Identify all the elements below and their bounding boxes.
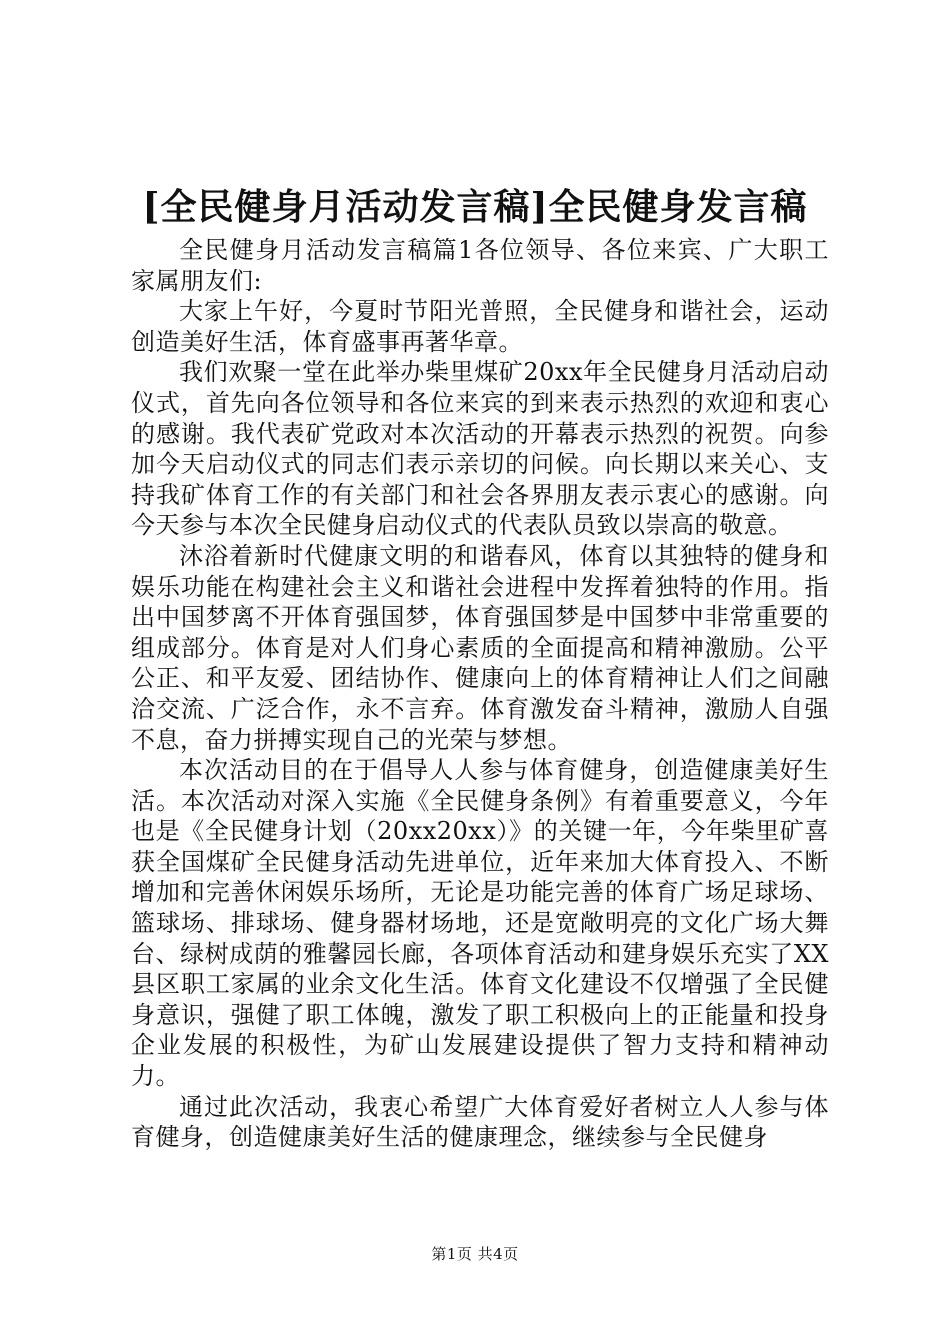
paragraph-3: 我们欢聚一堂在此举办柴里煤矿20xx年全民健身月活动启动仪式，首先向各位领导和各位来宾的到来表示热烈的欢迎和衷心的感谢。我代表矿党政对本次活动的开幕表示热烈的祝贺。向参加今天启动仪式的同志们表示亲切的问候。向长期以来关心、支持我矿体育工作的有关部门和社会各界朋友表示衷心的感谢。向今天参与本次全民健身启动仪式的代表队员致以崇高的敬意。 — [131, 358, 829, 540]
paragraph-5: 本次活动目的在于倡导人人参与体育健身，创造健康美好生活。本次活动对深入实施《全民健身条例》有着重要意义，今年也是《全民健身计划（20xx20xx）》的关键一年，今年柴里矿喜获全国煤矿全民健身活动先进单位，近年来加大体育投入、不断增加和完善休闲娱乐场所，无论是功能完善的体育广场足球场、篮球场、排球场、健身器材场地，还是宽敞明亮的文化广场大舞台、绿树成荫的雅馨园长廊，各项体育活动和建身娱乐充实了XX县区职工家属的业余文化生活。体育文化建设不仅增强了全民健身意识，强健了职工体魄，激发了职工积极向上的正能量和投身企业发展的积极性，为矿山发展建设提供了智力支持和精神动力。 — [131, 756, 829, 1091]
page-number-footer: 第1页 共4页 — [431, 1245, 519, 1263]
document-title: [全民健身月活动发言稿]全民健身发言稿 — [142, 186, 808, 228]
paragraph-2: 大家上午好，今夏时节阳光普照，全民健身和谐社会，运动创造美好生活，体育盛事再著华章。 — [131, 297, 829, 356]
paragraph-1: 全民健身月活动发言稿篇1各位领导、各位来宾、广大职工家属朋友们: — [131, 236, 829, 295]
paragraph-6: 通过此次活动，我衷心希望广大体育爱好者树立人人参与体育健身，创造健康美好生活的健康理念，继续参与全民健身 — [131, 1092, 829, 1152]
document-body — [131, 235, 829, 1153]
paragraph-4: 沐浴着新时代健康文明的和谐春风，体育以其独特的健身和娱乐功能在构建社会主义和谐社会进程中发挥着独特的作用。指出中国梦离不开体育强国梦，体育强国梦是中国梦中非常重要的组成部分。体育是对人们身心素质的全面提高和精神激励。公平公正、和平友爱、团结协作、健康向上的体育精神让人们之间融洽交流、广泛合作，永不言弃。体育激发奋斗精神，激励人自强不息，奋力拼搏实现自己的光荣与梦想。 — [131, 541, 829, 754]
